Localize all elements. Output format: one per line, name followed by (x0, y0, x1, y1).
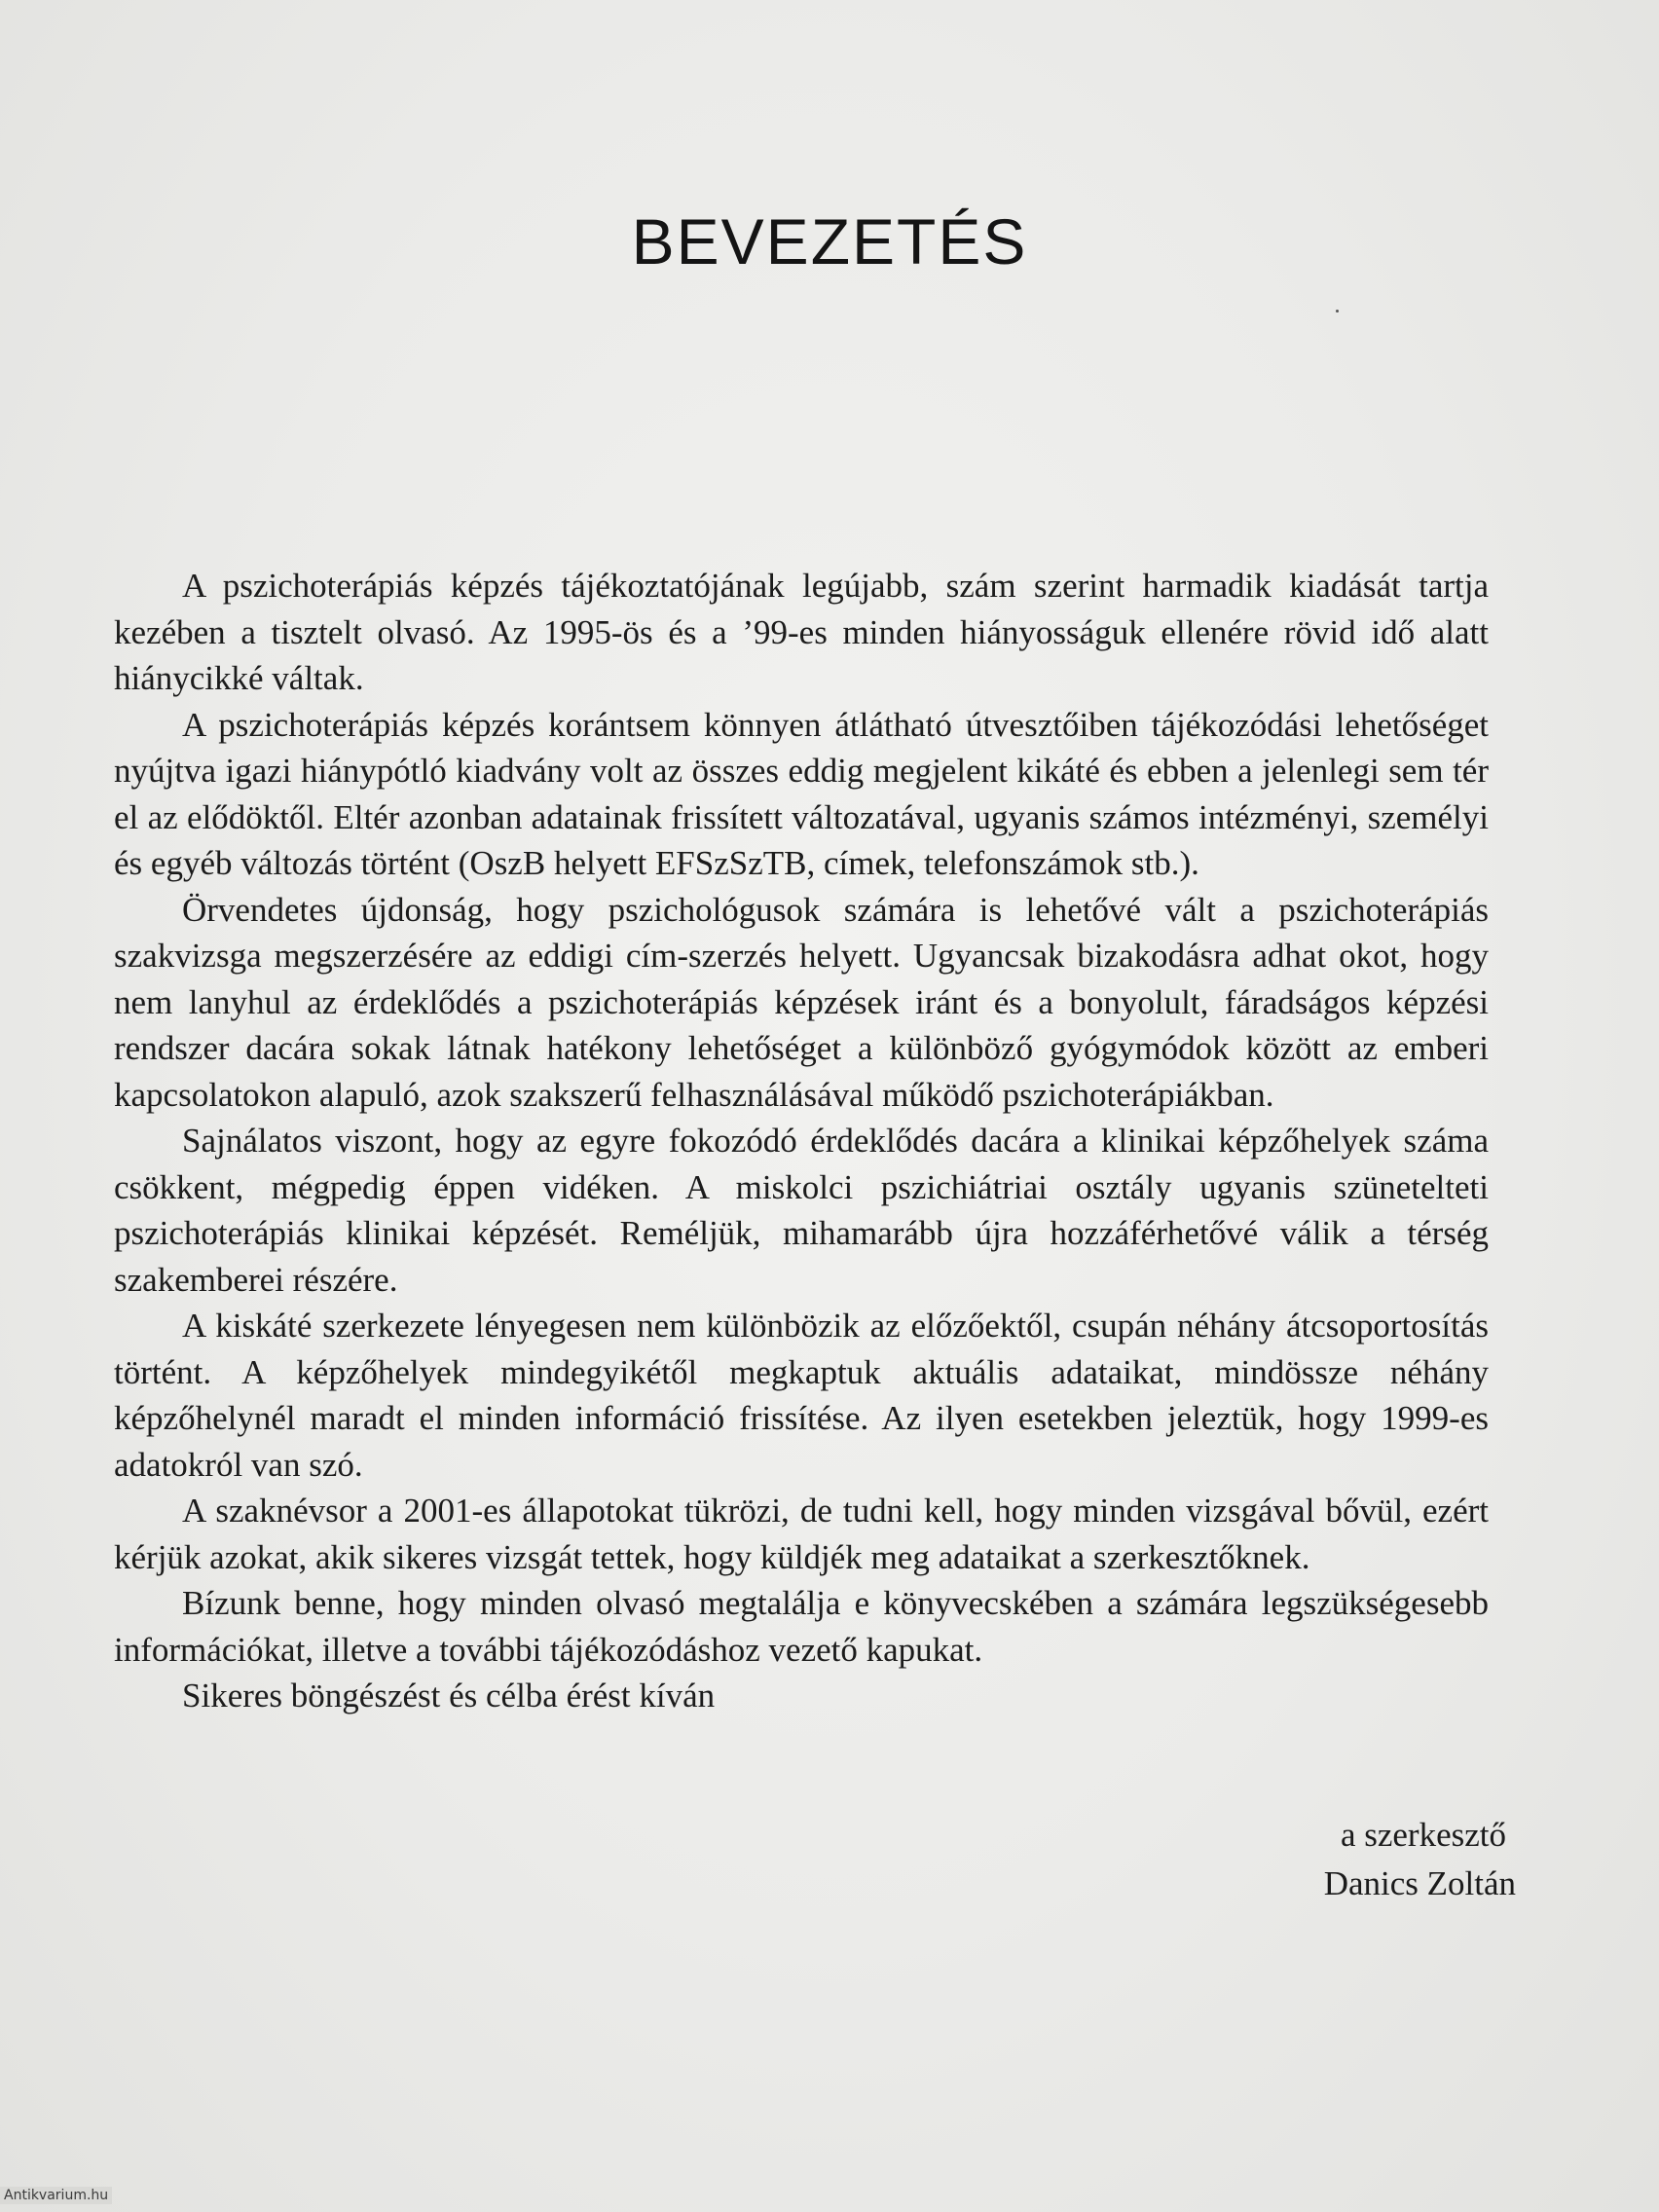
page-title: BEVEZETÉS (631, 205, 1028, 277)
paragraph: A kiskáté szerkezete lényegesen nem különbözik az előzőektől, csupán néhány átcsoportosítás történt. A képzőhelyek mindegyikétől megkaptuk aktuális adataikat, mindössze néhány képzőhelynél maradt el minden információ frissítése. Az ilyen esetekben jeleztük, hogy 1999-es adatokról van szó. (114, 1307, 1489, 1484)
signature-block (1324, 1811, 1516, 1908)
signature-role: a szerkesztő (1340, 1816, 1506, 1854)
paragraph: Bízunk benne, hogy minden olvasó megtalálja e könyvecskében a számára legszükségesebb információkat, illetve a további tájékozódáshoz vezető kapukat. (114, 1584, 1489, 1669)
paragraph: Örvendetes újdonság, hogy pszichológusok számára is lehetővé vált a pszichoterápiás szakvizsga megszerzésére az eddigi cím-szerzés helyett. Ugyancsak bizakodásra adhat okot, hogy nem lanyhul az érdeklődés a pszichoterápiás képzések iránt és a bonyolult, fáradságos képzési rendszer dacára sokak látnak hatékony lehetőséget a különböző gyógymódok között az emberi kapcsolatokon alapuló, azok szakszerű felhasználásával működő pszichoterápiákban. (114, 890, 1489, 1114)
body-text (114, 563, 1489, 1719)
signature-name: Danics Zoltán (1323, 1864, 1516, 1902)
paragraph: A szaknévsor a 2001-es állapotokat tükrözi, de tudni kell, hogy minden vizsgával bővül, ezért kérjük azokat, akik sikeres vizsgát tettek, hogy küldjék meg adataikat a szerkesztőknek. (114, 1492, 1489, 1576)
paper-speck (1336, 310, 1339, 313)
paragraph: Sajnálatos viszont, hogy az egyre fokozódó érdeklődés dacára a klinikai képzőhelyek száma csökkent, mégpedig éppen vidéken. A miskolci pszichiátriai osztály ugyanis szünetelteti pszichoterápiás klinikai képzését. Reméljük, mihamarább újra hozzáférhetővé válik a térség szakemberei részére. (114, 1122, 1489, 1299)
watermark: Antikvarium.hu (0, 2187, 112, 2204)
closing-line: Sikeres böngészést és célba érést kíván (182, 1677, 716, 1714)
paragraph: A pszichoterápiás képzés korántsem könnyen átlátható útvesztőiben tájékozódási lehetőséget nyújtva igazi hiánypótló kiadvány volt az összes eddig megjelent kikáté és ebben a jelenlegi sem tér el az elődöktől. Eltér azonban adatainak frissített változatával, ugyanis számos intézményi, személyi és egyéb változás történt (OszB helyett EFSzSzTB, címek, telefonszámok stb.). (114, 705, 1489, 882)
paragraph: A pszichoterápiás képzés tájékoztatójának legújabb, szám szerint harmadik kiadását tartja kezében a tisztelt olvasó. Az 1995-ös és a ’99-es minden hiányosságuk ellenére rövid idő alatt hiánycikké váltak. (114, 567, 1489, 697)
